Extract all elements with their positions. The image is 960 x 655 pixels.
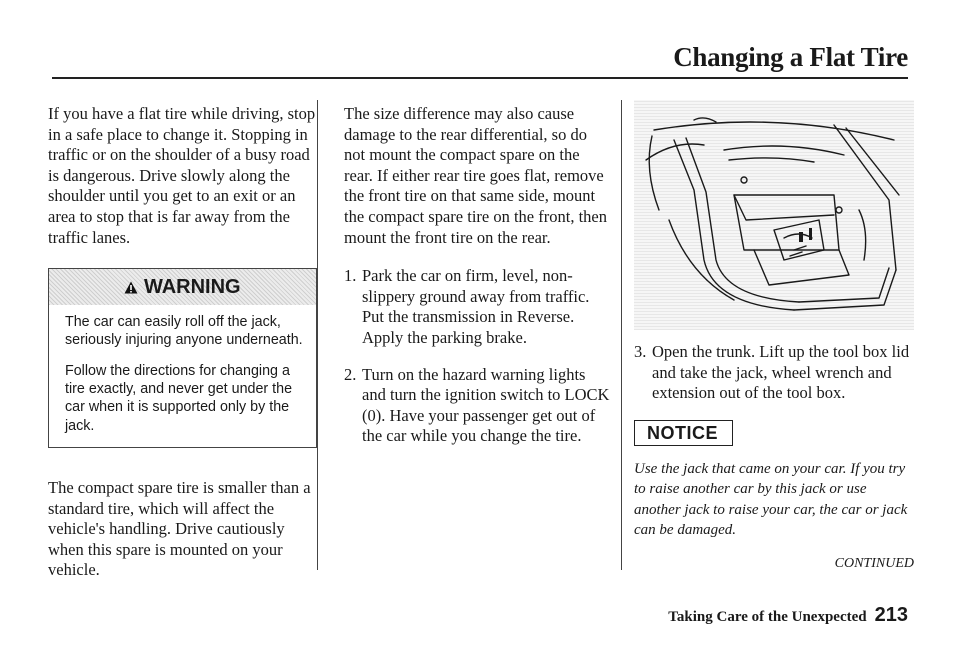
page-footer [668, 604, 908, 627]
size-difference-paragraph: The size difference may also cause damage to the rear differential, so do not mount the compact spare on the rear. If either rear tire goes flat, remove the front tire on that same side, mount the compact spare tire on the front, then mount the front tire on the rear. [344, 104, 607, 247]
column-divider [621, 100, 622, 570]
column-middle [344, 104, 612, 447]
header-rule [52, 77, 908, 79]
warning-body [49, 305, 316, 447]
step-number: 1. [344, 266, 357, 286]
warning-text: Follow the directions for changing a tire exactly, and never get under the car when it is supported only by the jack. [65, 362, 293, 434]
step-text: Open the trunk. Lift up the tool box lid and take the jack, wheel wrench and extension out of the tool box. [652, 342, 910, 403]
warning-box [48, 268, 317, 448]
warning-header [49, 269, 316, 305]
page-title: Changing a Flat Tire [673, 42, 908, 72]
notice-text: Use the jack that came on your car. If you try to raise another car by this jack or use another jack to raise your car, the car or jack can be damaged. [634, 460, 908, 539]
step-number: 3. [634, 342, 647, 361]
page-number: 213 [874, 604, 908, 626]
continued-label: CONTINUED [834, 555, 914, 571]
spare-tire-paragraph: The compact spare tire is smaller than a standard tire, which will affect the vehicle's handling. Drive cautiously when this spare is mounted on your vehicle. [48, 477, 311, 580]
warning-label: WARNING [143, 276, 241, 299]
warning-triangle-icon [124, 276, 144, 298]
footer-section-title: Taking Care of the Unexpected [668, 609, 867, 625]
step-item [344, 266, 612, 348]
intro-paragraph: If you have a flat tire while driving, stop in a safe place to change it. Stopping in traffic or on the shoulder of a busy road is dangerous. Drive slowly along the shoulder until you get to an exit or an area to stop that is far away from the traffic lanes. [48, 104, 316, 247]
column-right [634, 100, 914, 572]
step-item [634, 342, 914, 404]
step-item [344, 365, 612, 447]
warning-text: The car can easily roll off the jack, seriously injuring anyone underneath. [65, 314, 303, 349]
step-text: Park the car on firm, level, non-slippery ground away from traffic. Put the transmission in Reverse. Apply the parking brake. [362, 266, 590, 347]
trunk-tool-box-illustration [634, 100, 914, 330]
step-text: Turn on the hazard warning lights and turn the ignition switch to LOCK (0). Have your passenger get out of the car while you change the tire. [362, 364, 610, 446]
notice-label: NOTICE [634, 420, 733, 446]
column-left [48, 104, 320, 581]
steps-list [344, 266, 612, 447]
step-number: 2. [344, 364, 357, 384]
